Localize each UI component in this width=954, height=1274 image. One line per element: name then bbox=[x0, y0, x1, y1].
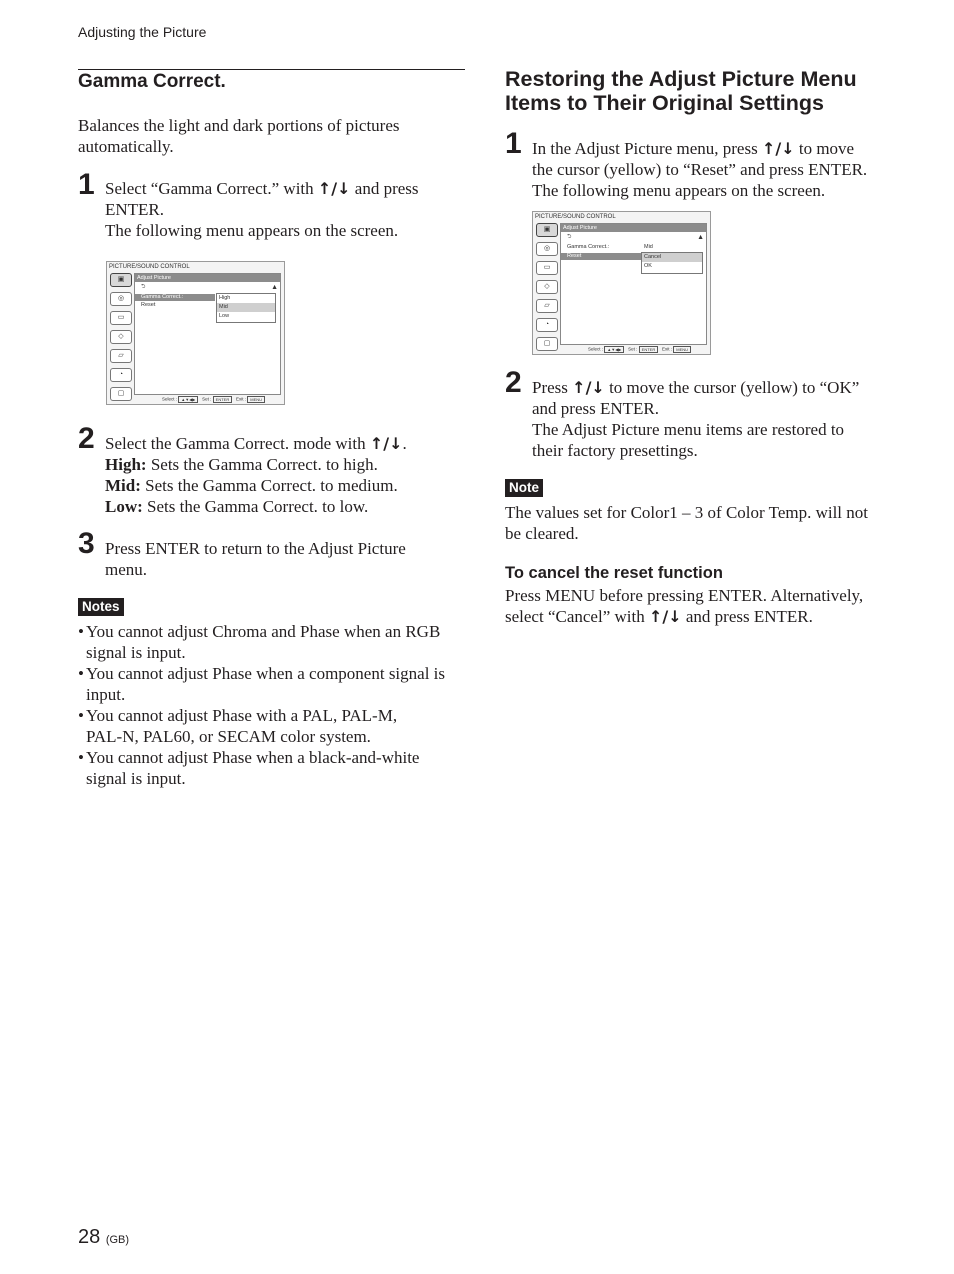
intro-line: Balances the light and dark portions of pictures bbox=[78, 116, 400, 135]
step-number: 2 bbox=[78, 422, 95, 455]
panel-title: Adjust Picture bbox=[561, 224, 706, 232]
note-line: You cannot adjust Phase with a PAL, PAL-M, bbox=[86, 706, 398, 725]
note-badge: Note bbox=[505, 479, 543, 497]
options-icon: ▢ bbox=[536, 337, 558, 351]
input-icon: ▱ bbox=[536, 299, 558, 313]
menu-item-reset: Reset bbox=[141, 302, 156, 308]
up-down-arrows-icon: ↑/↓ bbox=[572, 378, 605, 397]
options-icon: ▢ bbox=[110, 387, 132, 401]
setup-icon: ◇ bbox=[110, 330, 132, 344]
step-text: Press bbox=[532, 378, 568, 397]
cancel-line: Press MENU before pressing ENTER. Alternatively, bbox=[505, 586, 864, 605]
running-header: Adjusting the Picture bbox=[78, 24, 207, 40]
step-text: to move the cursor (yellow) to “OK” bbox=[609, 378, 860, 397]
up-down-arrows-icon: ↑/↓ bbox=[648, 607, 682, 626]
footer-select-label: Select : bbox=[588, 346, 604, 352]
mode-label-high: High: bbox=[105, 455, 147, 474]
step-text: to move bbox=[798, 139, 855, 158]
reset-options-list bbox=[641, 252, 703, 274]
menu-icon-column bbox=[536, 223, 558, 356]
menu-footer bbox=[162, 396, 265, 403]
footer-set-label: Set : bbox=[628, 346, 638, 352]
up-down-arrows-icon: ↑/↓ bbox=[369, 434, 403, 453]
footer-set-label: Set : bbox=[202, 396, 212, 402]
direction-keys-icon: ▲▼◀▶ bbox=[178, 396, 198, 403]
note-item: • You cannot adjust Phase with a PAL, PAL-M, PAL-N, PAL60, or SECAM color system. bbox=[78, 705, 468, 747]
back-icon: ⮌ bbox=[141, 284, 146, 290]
menu-footer bbox=[588, 346, 691, 353]
step-number: 3 bbox=[78, 527, 95, 560]
mode-desc: Sets the Gamma Correct. to medium. bbox=[145, 476, 398, 495]
note-line: PAL-N, PAL60, or SECAM color system. bbox=[86, 727, 371, 746]
panel-title: Adjust Picture bbox=[135, 274, 280, 282]
reset-menu-screen bbox=[532, 211, 711, 355]
note-line: be cleared. bbox=[505, 524, 579, 543]
intro-line: automatically. bbox=[78, 137, 174, 156]
step-2-text bbox=[105, 433, 465, 517]
gamma-intro bbox=[78, 115, 400, 157]
gamma-options-list bbox=[216, 293, 276, 323]
note-line: The values set for Color1 – 3 of Color Temp. will not bbox=[505, 503, 869, 522]
mode-label-low: Low: bbox=[105, 497, 143, 516]
step-text: Press ENTER to return to the Adjust Picture bbox=[105, 539, 406, 558]
cancel-text bbox=[505, 585, 905, 627]
sound-icon: ◎ bbox=[110, 292, 132, 306]
gamma-title: Gamma Correct. bbox=[78, 71, 226, 92]
note-line: signal is input. bbox=[86, 643, 186, 662]
notes-list bbox=[78, 621, 468, 789]
section-rule bbox=[78, 69, 465, 70]
step-text: Select the Gamma Correct. mode with bbox=[105, 434, 366, 453]
enter-key-icon: ENTER bbox=[213, 396, 233, 403]
notes-badge: Notes bbox=[78, 598, 124, 616]
mode-desc: Sets the Gamma Correct. to high. bbox=[150, 455, 378, 474]
menu-key-icon: MENU bbox=[247, 396, 265, 403]
title-line: Items to Their Original Settings bbox=[505, 91, 824, 115]
input-icon: ▱ bbox=[110, 349, 132, 363]
step-number: 1 bbox=[505, 127, 522, 160]
note-line: You cannot adjust Phase when a black-and-white bbox=[86, 748, 420, 767]
gamma-value: Mid bbox=[644, 244, 653, 250]
step-text: menu. bbox=[105, 560, 148, 579]
menu-panel bbox=[134, 273, 281, 395]
option-low: Low bbox=[219, 313, 230, 319]
menu-icon-column bbox=[110, 273, 132, 406]
step-1-text bbox=[105, 178, 465, 241]
step-text: The following menu appears on the screen. bbox=[105, 221, 399, 240]
step-text: . bbox=[402, 434, 407, 453]
note-line: signal is input. bbox=[86, 769, 186, 788]
setup-icon: ◇ bbox=[536, 280, 558, 294]
restore-title bbox=[505, 67, 857, 115]
mode-label-mid: Mid: bbox=[105, 476, 141, 495]
option-ok: OK bbox=[644, 263, 652, 269]
note-line: input. bbox=[86, 685, 126, 704]
step-text: the cursor (yellow) to “Reset” and press ENTER. bbox=[532, 160, 868, 179]
screen-icon: ▭ bbox=[110, 311, 132, 325]
mode-desc: Sets the Gamma Correct. to low. bbox=[147, 497, 369, 516]
step-text: In the Adjust Picture menu, press bbox=[532, 139, 758, 158]
back-icon: ⮌ bbox=[567, 234, 572, 240]
step-number: 1 bbox=[78, 168, 95, 201]
footer-exit-label: Exit : bbox=[235, 396, 246, 402]
gamma-menu-screen bbox=[106, 261, 285, 405]
page-number bbox=[78, 1226, 129, 1249]
step-text: ENTER. bbox=[105, 200, 165, 219]
page-region: (GB) bbox=[105, 1234, 130, 1246]
step-text: Select “Gamma Correct.” with bbox=[105, 179, 314, 198]
menu-item-gamma: Gamma Correct.: bbox=[135, 294, 215, 301]
up-down-arrows-icon: ↑/↓ bbox=[317, 179, 351, 198]
step-text: their factory presettings. bbox=[532, 441, 698, 460]
step-text: The following menu appears on the screen. bbox=[532, 181, 826, 200]
cancel-line: and press ENTER. bbox=[685, 607, 813, 626]
menu-title: PICTURE/SOUND CONTROL bbox=[109, 264, 190, 270]
up-down-arrows-icon: ↑/↓ bbox=[761, 139, 795, 158]
cancel-title: To cancel the reset function bbox=[505, 564, 723, 582]
menu-item-reset: Reset bbox=[561, 253, 641, 260]
footer-select-label: Select : bbox=[162, 396, 178, 402]
page-number-value: 28 bbox=[78, 1226, 101, 1248]
title-line: Restoring the Adjust Picture Menu bbox=[505, 67, 857, 91]
direction-keys-icon: ▲▼◀▶ bbox=[604, 346, 624, 353]
picture-icon: ▣ bbox=[110, 273, 132, 287]
picture-icon: ▣ bbox=[536, 223, 558, 237]
note-item: • You cannot adjust Phase when a black-and-white signal is input. bbox=[78, 747, 468, 789]
restore-step-1-text bbox=[532, 138, 892, 201]
enter-key-icon: ENTER bbox=[639, 346, 659, 353]
screen-icon: ▭ bbox=[536, 261, 558, 275]
menu-key-icon: MENU bbox=[673, 346, 691, 353]
option-high: High bbox=[219, 295, 231, 301]
timer-icon: ◔ bbox=[110, 368, 132, 382]
note-item: • You cannot adjust Phase when a component signal is input. bbox=[78, 663, 468, 705]
timer-icon: ◔ bbox=[536, 318, 558, 332]
note-line: You cannot adjust Chroma and Phase when an RGB bbox=[86, 622, 441, 641]
sound-icon: ◎ bbox=[536, 242, 558, 256]
step-text: and press bbox=[354, 179, 419, 198]
restore-step-2-text bbox=[532, 377, 892, 461]
option-mid: Mid bbox=[217, 303, 275, 312]
up-arrow-icon: ▲ bbox=[697, 234, 704, 241]
option-cancel: Cancel bbox=[642, 253, 702, 262]
step-number: 2 bbox=[505, 366, 522, 399]
step-text: and press ENTER. bbox=[532, 399, 660, 418]
up-arrow-icon: ▲ bbox=[271, 284, 278, 291]
step-text: The Adjust Picture menu items are restored to bbox=[532, 420, 845, 439]
menu-panel bbox=[560, 223, 707, 345]
footer-exit-label: Exit : bbox=[661, 346, 672, 352]
note-line: You cannot adjust Phase when a component signal is bbox=[86, 664, 446, 683]
note-item: • You cannot adjust Chroma and Phase when an RGB signal is input. bbox=[78, 621, 468, 663]
menu-title: PICTURE/SOUND CONTROL bbox=[535, 214, 616, 220]
cancel-line: select “Cancel” with bbox=[505, 607, 645, 626]
step-3-text bbox=[105, 538, 465, 580]
note-text bbox=[505, 502, 895, 544]
menu-item-gamma: Gamma Correct.: bbox=[567, 244, 610, 250]
